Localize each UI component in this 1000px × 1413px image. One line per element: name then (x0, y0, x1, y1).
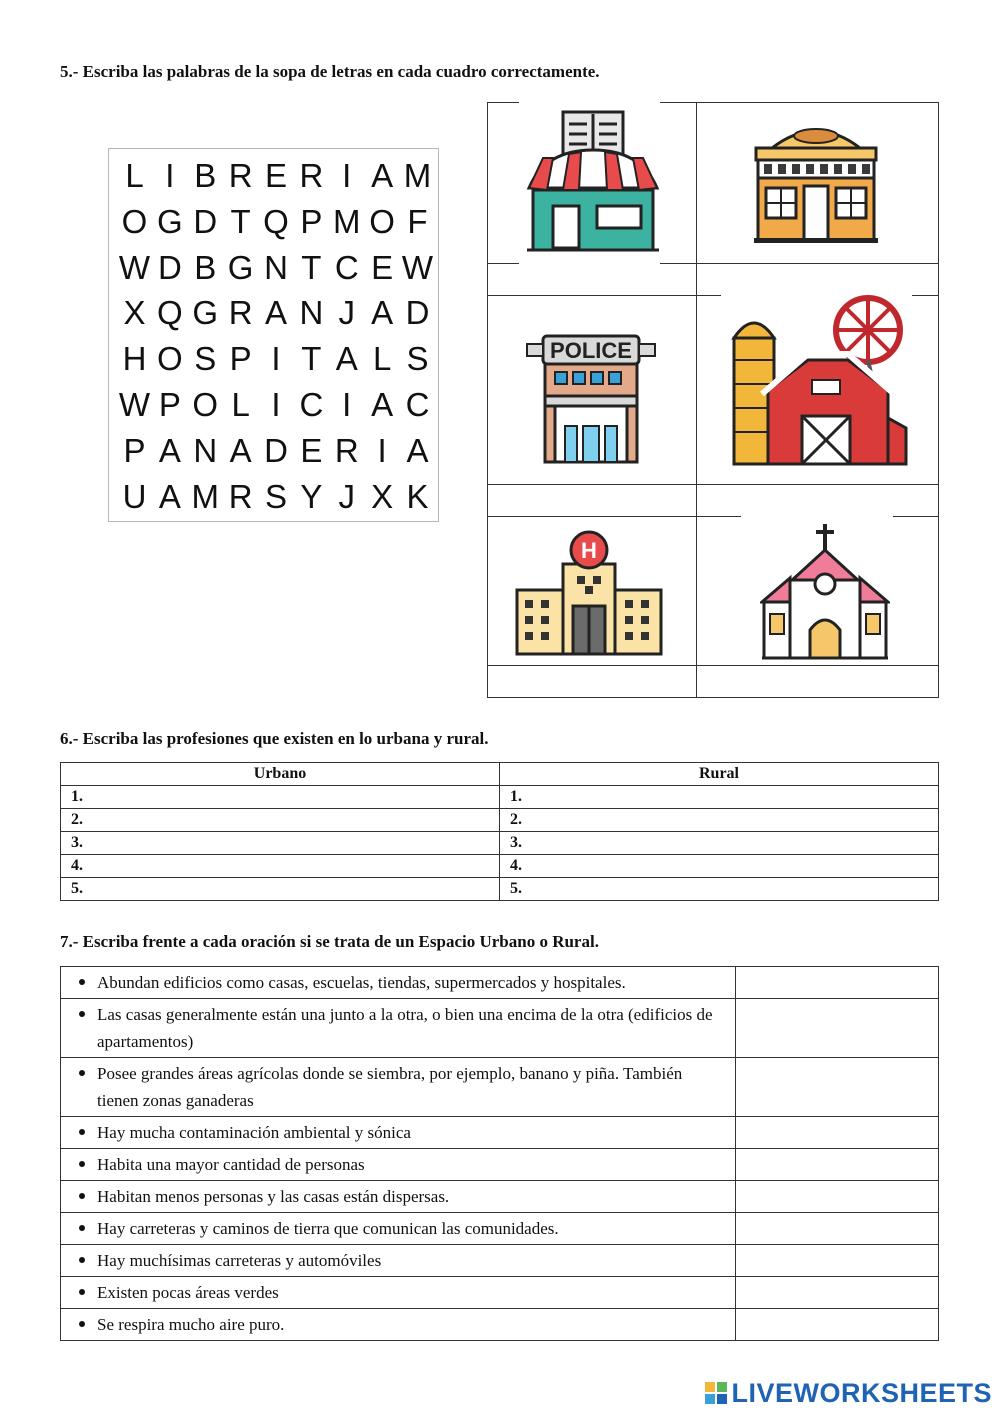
answer-cell[interactable] (736, 1213, 939, 1245)
table-row (61, 999, 939, 1058)
police-sign-text: POLICE (550, 338, 632, 363)
hospital-icon (513, 530, 665, 656)
answer-cell[interactable] (736, 1309, 939, 1341)
word-search-letter: O (121, 202, 148, 240)
column-header-urbano: Urbano (61, 763, 500, 786)
urban-rural-table (60, 966, 939, 1341)
liveworksheets-logo (705, 1378, 992, 1408)
table-row (61, 1245, 939, 1277)
answer-cell[interactable] (736, 1245, 939, 1277)
answer-box-bakery[interactable] (697, 264, 937, 294)
word-search-letter: A (371, 386, 394, 423)
urbano-answer-cell[interactable]: 5. (61, 878, 500, 901)
logo-text: LIVEWORKSHEETS (731, 1377, 992, 1408)
word-search-letter: A (371, 157, 394, 194)
table-row (61, 786, 939, 809)
word-search-letter: A (406, 431, 429, 469)
word-search-letter: G (227, 248, 254, 286)
word-search-letter: R (299, 157, 324, 194)
farm-icon (728, 294, 910, 466)
word-search-letter: J (338, 477, 355, 515)
word-search-letter: R (228, 477, 253, 515)
word-search-grid (108, 148, 439, 522)
table-row (61, 1058, 939, 1117)
word-search-letter: C (334, 248, 359, 286)
table-row (61, 1309, 939, 1341)
statement-text: Abundan edificios como casas, escuelas, tiendas, supermercados y hospitales. (61, 967, 736, 999)
word-search-letter: L (231, 386, 250, 423)
word-search-letter: L (372, 340, 392, 378)
word-search-letter: Y (300, 477, 323, 515)
word-search-row (117, 153, 435, 199)
word-search-letter: A (158, 477, 181, 515)
word-search-letter: M (191, 477, 219, 515)
word-search-letter: R (334, 431, 359, 469)
word-search-letter: I (377, 431, 387, 469)
word-search-letter: X (371, 477, 394, 515)
rural-answer-cell[interactable]: 1. (500, 786, 939, 809)
bakery-icon (752, 120, 880, 244)
word-search-letter: W (118, 386, 151, 423)
statement-text: Hay mucha contaminación ambiental y sónica (61, 1117, 736, 1149)
word-search-letter: G (192, 294, 219, 332)
word-search-letter: G (157, 202, 183, 240)
statement-text: Las casas generalmente están una junto a la otra, o bien una encima de la otra (edificios de apartamentos) (61, 999, 736, 1058)
word-search-letter: U (122, 477, 147, 515)
word-search-letter: I (271, 340, 281, 378)
word-search-letter: O (369, 202, 395, 240)
statement-text: Posee grandes áreas agrícolas donde se siembra, por ejemplo, banano y piña. También tienen zonas ganaderas (61, 1058, 736, 1117)
table-row (61, 1213, 939, 1245)
rural-answer-cell[interactable]: 4. (500, 855, 939, 878)
answer-cell[interactable] (736, 1058, 939, 1117)
word-search-letter: I (165, 157, 175, 194)
word-search-letter: A (335, 340, 358, 378)
word-search-letter: F (407, 202, 428, 240)
word-search-letter: P (229, 340, 252, 378)
statement-text: Existen pocas áreas verdes (61, 1277, 736, 1309)
column-header-rural: Rural (500, 763, 939, 786)
urbano-answer-cell[interactable]: 3. (61, 832, 500, 855)
word-search-letter: P (300, 202, 323, 240)
answer-cell[interactable] (736, 1181, 939, 1213)
statement-text: Habita una mayor cantidad de personas (61, 1149, 736, 1181)
word-search-letter: S (406, 340, 429, 378)
word-search-letter: O (192, 386, 219, 423)
word-search-row (117, 290, 435, 336)
answer-box-police[interactable] (488, 485, 695, 515)
word-search-letter: M (403, 157, 432, 194)
word-search-letter: T (301, 248, 322, 286)
word-search-letter: R (228, 157, 253, 194)
word-search-letter: P (123, 431, 146, 469)
word-search-letter: A (371, 294, 394, 332)
table-row (61, 1181, 939, 1213)
answer-cell[interactable] (736, 967, 939, 999)
word-search-letter: A (264, 294, 287, 332)
word-search-letter: I (342, 157, 352, 194)
word-search-letter: D (193, 202, 218, 240)
word-search-letter: N (299, 294, 324, 332)
answer-box-bookstore[interactable] (488, 264, 695, 294)
word-search-letter: N (193, 431, 218, 469)
word-search-letter: X (123, 294, 146, 332)
statement-text: Hay muchísimas carreteras y automóviles (61, 1245, 736, 1277)
table-row (61, 967, 939, 999)
table-row (61, 1149, 939, 1181)
urbano-answer-cell[interactable]: 2. (61, 809, 500, 832)
word-search-letter: E (371, 248, 394, 286)
word-search-letter: D (264, 431, 288, 469)
bookstore-icon (525, 110, 661, 254)
word-search-letter: O (157, 340, 183, 378)
word-search-letter: H (122, 340, 147, 378)
answer-box-farm[interactable] (697, 485, 937, 515)
word-search-letter: D (157, 248, 182, 286)
word-search-row (117, 382, 435, 428)
statement-text: Habitan menos personas y las casas están dispersas. (61, 1181, 736, 1213)
q7-heading: 7.- Escriba frente a cada oración si se trata de un Espacio Urbano o Rural. (60, 932, 599, 951)
word-search-letter: I (271, 386, 281, 423)
rural-answer-cell[interactable]: 2. (500, 809, 939, 832)
word-search-letter: D (405, 294, 430, 332)
word-search-letter: P (158, 386, 181, 423)
word-search-letter: S (194, 340, 217, 378)
word-search-letter: J (338, 294, 355, 332)
q5-heading: 5.- Escriba las palabras de la sopa de letras en cada cuadro correctamente. (60, 62, 600, 81)
church-icon (760, 522, 890, 660)
hospital-sign-text: H (581, 538, 597, 563)
word-search-letter: L (125, 157, 144, 194)
word-search-letter: T (301, 340, 322, 378)
word-search-letter: A (158, 431, 181, 469)
word-search-letter: W (401, 248, 434, 286)
word-search-letter: Q (157, 294, 183, 332)
word-search-letter: K (406, 477, 429, 515)
answer-cell[interactable] (736, 1117, 939, 1149)
word-search-letter: C (299, 386, 324, 423)
word-search-letter: E (264, 157, 287, 194)
logo-icon (705, 1382, 727, 1404)
answer-cell[interactable] (736, 999, 939, 1058)
word-search-letter: T (230, 202, 251, 240)
word-search-letter: Q (263, 202, 289, 240)
word-search-row (117, 199, 435, 245)
word-search-letter: E (300, 431, 323, 469)
statement-text: Hay carreteras y caminos de tierra que comunican las comunidades. (61, 1213, 736, 1245)
answer-cell[interactable] (736, 1149, 939, 1181)
rural-answer-cell[interactable]: 5. (500, 878, 939, 901)
table-row (61, 878, 939, 901)
rural-answer-cell[interactable]: 3. (500, 832, 939, 855)
police-station-icon (525, 330, 657, 464)
word-search-row (117, 474, 435, 520)
word-search-row (117, 245, 435, 291)
table-row (61, 1277, 939, 1309)
answer-box-church[interactable] (697, 666, 937, 696)
word-search-letter: S (264, 477, 287, 515)
word-search-letter: I (342, 386, 352, 423)
table-row (61, 809, 939, 832)
table-row (61, 832, 939, 855)
word-search-letter: W (118, 248, 151, 286)
table-row (61, 1117, 939, 1149)
word-search-row (117, 336, 435, 382)
word-search-letter: N (264, 248, 288, 286)
answer-box-hospital[interactable] (488, 666, 695, 696)
professions-table (60, 762, 939, 901)
table-row (61, 855, 939, 878)
word-search-letter: B (194, 248, 217, 286)
urbano-answer-cell[interactable]: 4. (61, 855, 500, 878)
word-search-letter: M (333, 202, 361, 240)
word-search-letter: B (194, 157, 217, 194)
word-search-letter: A (229, 431, 252, 469)
urbano-answer-cell[interactable]: 1. (61, 786, 500, 809)
q6-heading: 6.- Escriba las profesiones que existen en lo urbana y rural. (60, 729, 489, 748)
word-search-letter: R (228, 294, 253, 332)
word-search-letter: C (405, 386, 430, 423)
answer-cell[interactable] (736, 1277, 939, 1309)
word-search-row (117, 428, 435, 474)
statement-text: Se respira mucho aire puro. (61, 1309, 736, 1341)
